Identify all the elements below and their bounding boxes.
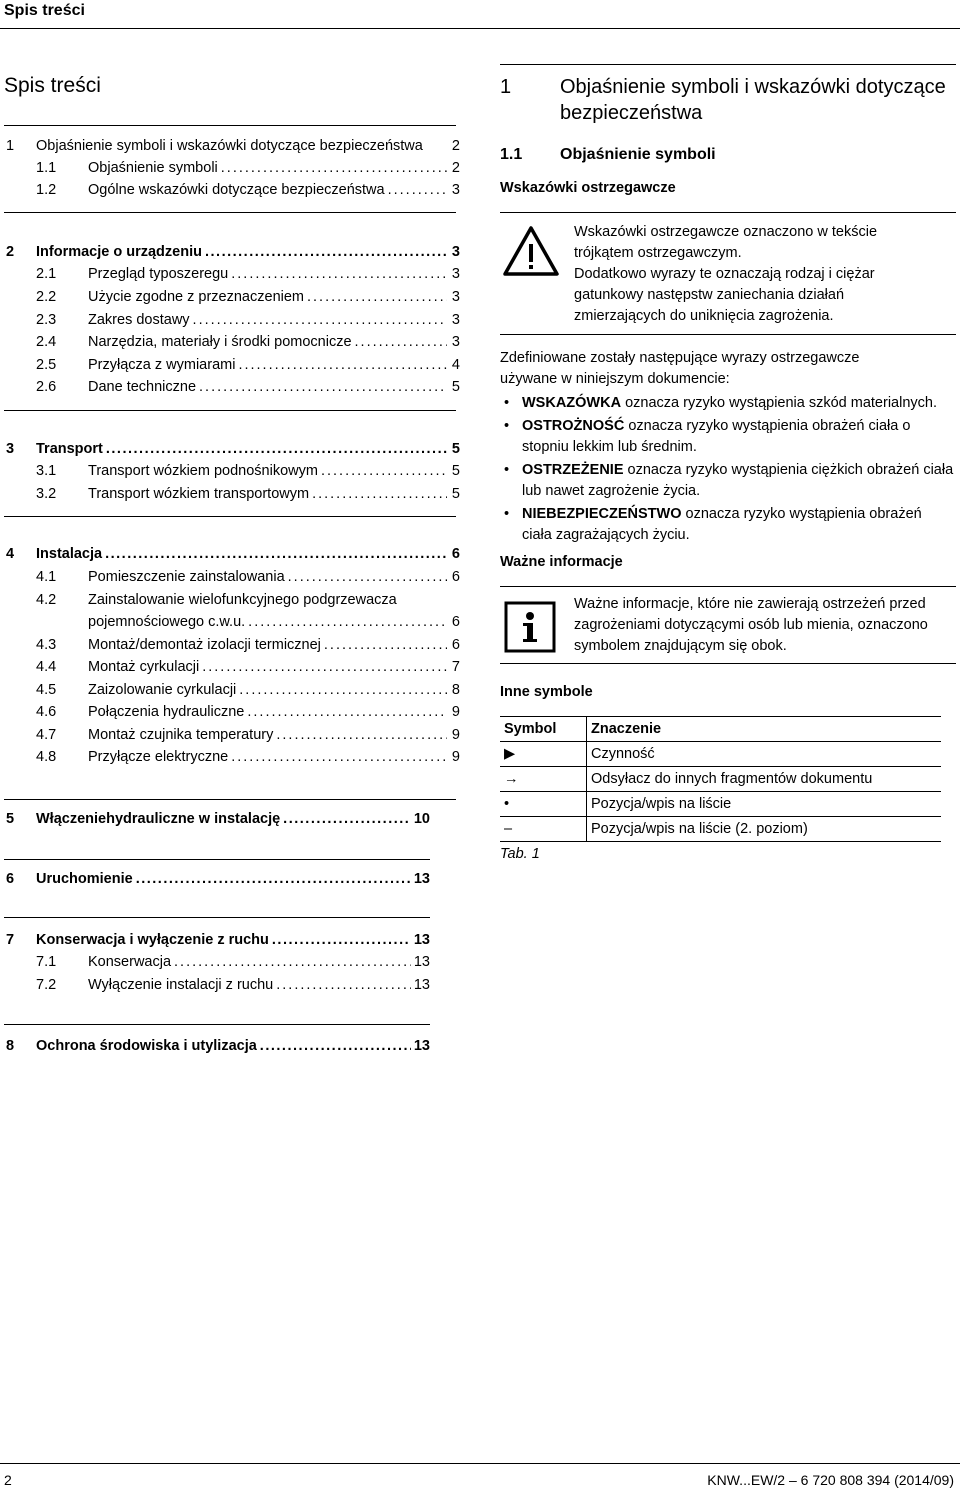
toc-entry-4-1[interactable]: 4.1 Pomieszczenie zainstalowania ..... 6	[36, 569, 460, 591]
toc-entry-2-2[interactable]: 2.2 Użycie zgodne z przeznaczeniem ..... 3	[36, 289, 460, 311]
footer-rule	[0, 1463, 960, 1464]
toc-entry-2[interactable]: 2 Informacje o urządzeniu ..... 3	[6, 244, 460, 266]
toc-entry-3-1[interactable]: 3.1 Transport wózkiem podnośnikowym ..... 5	[36, 463, 460, 485]
toc-entry-7-1[interactable]: 7.1 Konserwacja ..... 13	[36, 954, 430, 976]
table-cell-meaning: Pozycja/wpis na liście	[587, 792, 942, 817]
document-code: KNW...EW/2 – 6 720 808 394 (2014/09)	[707, 1472, 954, 1488]
toc-entry-5[interactable]: 5 Włączeniehydrauliczne w instalację ..... 10	[6, 811, 430, 833]
toc-divider	[4, 917, 430, 918]
subsection-number: 1.1	[500, 146, 523, 163]
list-item: • OSTRZEŻENIE oznacza ryzyko wystąpienia ciężkich obrażeń ciała lub nawet zagrożenie życia.	[502, 460, 954, 502]
toc-divider	[4, 516, 456, 517]
toc-entry-4-4[interactable]: 4.4 Montaż cyrkulacji ..... 7	[36, 659, 460, 681]
table-row	[500, 792, 941, 817]
toc-divider	[4, 799, 456, 800]
toc-entry-3[interactable]: 3 Transport ..... 5	[6, 441, 460, 463]
header-rule	[0, 28, 960, 29]
toc-entry-4-5[interactable]: 4.5 Zaizolowanie cyrkulacji ..... 8	[36, 682, 460, 704]
info-icon	[504, 601, 556, 653]
subsection-title: Objaśnienie symboli	[560, 146, 716, 163]
other-symbols-heading: Inne symbole	[500, 684, 593, 700]
list-item: • OSTROŻNOŚĆ oznacza ryzyko wystąpienia obrażeń ciała o stopniu lekkim lub średnim.	[502, 416, 954, 458]
toc-entry-7[interactable]: 7 Konserwacja i wyłączenie z ruchu ..... 13	[6, 932, 430, 954]
toc-divider	[4, 212, 456, 213]
table-row	[500, 767, 941, 792]
warning-words-list	[502, 393, 954, 546]
table-header-cell: Znaczenie	[587, 717, 942, 742]
toc-entry-1-2[interactable]: 1.2 Ogólne wskazówki dotyczące bezpieczeństwa ..... 3	[36, 182, 460, 204]
list-item: • NIEBEZPIECZEŃSTWO oznacza ryzyko wystąpienia obrażeń ciała zagrażających życiu.	[502, 504, 954, 546]
section-title: Objaśnienie symboli i wskazówki dotyczące bezpieczeństwa	[560, 76, 946, 124]
toc-entry-1-1[interactable]: 1.1 Objaśnienie symboli ..... 2	[36, 160, 460, 182]
toc-divider	[4, 410, 456, 411]
toc-entry-4-2-cont[interactable]: pojemnościowego c.w.u. ..... 6	[88, 614, 460, 636]
table-cell-symbol: →	[500, 767, 587, 792]
toc-entry-8[interactable]: 8 Ochrona środowiska i utylizacja ..... 13	[6, 1038, 430, 1060]
section-heading	[500, 74, 950, 126]
toc-entry-2-5[interactable]: 2.5 Przyłącza z wymiarami ..... 4	[36, 357, 460, 379]
toc-entry-2-3[interactable]: 2.3 Zakres dostawy ..... 3	[36, 312, 460, 334]
table-header-cell: Symbol	[500, 717, 587, 742]
defined-intro: Zdefiniowane zostały następujące wyrazy ostrzegawcze używane w niniejszym dokumencie:	[500, 350, 860, 387]
toc-divider	[4, 1024, 430, 1025]
important-heading: Ważne informacje	[500, 554, 623, 570]
table-cell-meaning: Odsyłacz do innych fragmentów dokumentu	[587, 767, 942, 792]
warning-box-top-rule	[500, 212, 956, 213]
table-header-row	[500, 717, 941, 742]
toc-entry-4-6[interactable]: 4.6 Połączenia hydrauliczne ..... 9	[36, 704, 460, 726]
warning-triangle-icon	[502, 224, 560, 280]
toc-entry-4-8[interactable]: 4.8 Przyłącze elektryczne ..... 9	[36, 749, 460, 771]
subsection-heading	[500, 146, 716, 164]
toc-divider	[4, 859, 430, 860]
table-cell-symbol: •	[500, 792, 587, 817]
section-rule	[500, 64, 956, 65]
warning-box-text: Wskazówki ostrzegawcze oznaczono w tekście trójkątem ostrzegawczym. Dodatkowo wyrazy te oznaczają rodzaj i ciężar gatunkowy następstw zaniechania działań zmierzających do uniknięcia zagrożenia.	[574, 224, 878, 324]
toc-entry-4-3[interactable]: 4.3 Montaż/demontaż izolacji termicznej ..... 6	[36, 637, 460, 659]
important-box-top-rule	[500, 586, 956, 587]
table-cell-symbol: –	[500, 817, 587, 842]
toc-entry-2-1[interactable]: 2.1 Przegląd typoszeregu ..... 3	[36, 266, 460, 288]
toc-divider	[4, 125, 456, 126]
symbols-table	[500, 716, 941, 862]
toc-entry-4[interactable]: 4 Instalacja ..... 6	[6, 546, 460, 568]
section-number: 1	[500, 76, 512, 98]
important-box-text: Ważne informacje, które nie zawierają ostrzeżeń przed zagrożeniami dotyczącymi osób lub mienia, oznaczono symbolem znajdującym się obok.	[574, 596, 928, 654]
toc-entry-2-4[interactable]: 2.4 Narzędzia, materiały i środki pomocnicze ..... 3	[36, 334, 460, 356]
table-caption: Tab. 1	[500, 846, 540, 862]
table-row	[500, 742, 941, 767]
toc-entry-4-2[interactable]: 4.2 Zainstalowanie wielofunkcyjnego podgrzewacza	[36, 592, 397, 608]
table-cell-meaning: Pozycja/wpis na liście (2. poziom)	[587, 817, 942, 842]
toc-title: Spis treści	[4, 74, 101, 97]
table-row	[500, 817, 941, 842]
warnings-heading: Wskazówki ostrzegawcze	[500, 180, 676, 196]
page-number: 2	[4, 1472, 12, 1488]
toc-entry-1[interactable]: 1 Objaśnienie symboli i wskazówki dotyczące bezpieczeństwa 2	[6, 138, 460, 154]
toc-entry-7-2[interactable]: 7.2 Wyłączenie instalacji z ruchu ..... 13	[36, 977, 430, 999]
toc-entry-6[interactable]: 6 Uruchomienie ..... 13	[6, 871, 430, 893]
running-header: Spis treści	[4, 2, 85, 19]
table-cell-symbol: ▶	[500, 742, 587, 767]
list-item: • WSKAZÓWKA oznacza ryzyko wystąpienia szkód materialnych.	[502, 393, 954, 414]
important-box-bottom-rule	[500, 663, 956, 664]
warning-box-bottom-rule	[500, 334, 956, 335]
toc-entry-2-6[interactable]: 2.6 Dane techniczne ..... 5	[36, 379, 460, 401]
table-cell-meaning: Czynność	[587, 742, 942, 767]
toc-entry-4-7[interactable]: 4.7 Montaż czujnika temperatury ..... 9	[36, 727, 460, 749]
toc-entry-3-2[interactable]: 3.2 Transport wózkiem transportowym ..... 5	[36, 486, 460, 508]
